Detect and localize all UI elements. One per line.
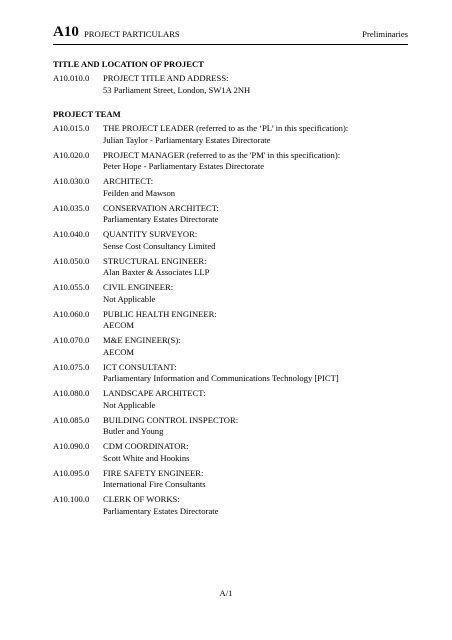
clause-heading-row [53, 203, 412, 215]
clause-code: A10.080.0 [53, 388, 90, 398]
clause-label: CDM COORDINATOR: [103, 441, 189, 451]
clause-heading-row [53, 362, 412, 374]
section-heading-title-location: TITLE AND LOCATION OF PROJECT [53, 59, 204, 69]
clause-heading-row [53, 176, 412, 188]
page-header [53, 24, 408, 46]
clause-item [53, 150, 412, 173]
clause-label: LANDSCAPE ARCHITECT: [103, 388, 206, 398]
clause-label: ICT CONSULTANT: [103, 361, 177, 372]
clause-value-row [53, 135, 412, 147]
clause-value: Feilden and Mawson [103, 187, 176, 198]
clause-code: A10.050.0 [53, 255, 90, 266]
clause-value: Peter Hope - Parliamentary Estates Directorate [103, 161, 265, 171]
clause-value: Parliamentary Estates Directorate [103, 214, 219, 224]
clause-code: A10.040.0 [53, 229, 90, 239]
clause-item [53, 494, 412, 517]
clause-label: M&E ENGINEER(S): [103, 335, 181, 345]
clause-item [53, 335, 412, 358]
clause-value-row [53, 347, 412, 359]
clause-value-row [53, 241, 412, 253]
clause-value: Alan Baxter & Associates LLP [103, 267, 210, 277]
clause-value: 53 Parliament Street, London, SW1A 2NH [103, 84, 251, 95]
clause-value-row [53, 85, 412, 97]
clause-value: Not Applicable [103, 399, 156, 410]
clause-code: A10.035.0 [53, 202, 90, 213]
clause-item [53, 388, 412, 411]
clause-label: FIRE SAFETY ENGINEER: [103, 467, 204, 478]
clause-item [53, 176, 412, 199]
clause-code: A10.060.0 [53, 308, 90, 319]
clause-item [53, 203, 412, 226]
clause-code: A10.090.0 [53, 441, 90, 451]
header-rule [53, 44, 408, 45]
clause-heading-row [53, 256, 412, 268]
section-title: PROJECT PARTICULARS [84, 29, 180, 39]
clause-heading-row [53, 73, 412, 85]
title-location-list [53, 73, 412, 96]
clause-label: CLERK OF WORKS: [103, 494, 180, 504]
clause-label: BUILDING CONTROL INSPECTOR: [103, 414, 239, 425]
clause-value-row [53, 214, 412, 226]
clause-heading-row [53, 388, 412, 400]
clause-value-row [53, 161, 412, 173]
clause-value-row [53, 373, 412, 385]
section-code: A10 [53, 24, 79, 40]
clause-value-row [53, 506, 412, 518]
clause-value: Butler and Young [103, 426, 164, 436]
clause-code: A10.020.0 [53, 149, 90, 160]
clause-value: AECOM [103, 320, 135, 330]
project-team-list [53, 123, 412, 517]
clause-value: International Fire Consultants [103, 479, 206, 489]
page-number: A/1 [219, 588, 233, 598]
clause-heading-row [53, 282, 412, 294]
clause-item [53, 441, 412, 464]
clause-value: Scott White and Hookins [103, 452, 190, 463]
clause-label: CONSERVATION ARCHITECT: [103, 202, 219, 213]
clause-heading-row [53, 309, 412, 321]
clause-heading-row [53, 335, 412, 347]
clause-value-row [53, 453, 412, 465]
clause-label: PUBLIC HEALTH ENGINEER: [103, 308, 217, 319]
clause-item [53, 123, 412, 146]
clause-label: CIVIL ENGINEER: [103, 282, 174, 292]
clause-value: Julian Taylor - Parliamentary Estates Directorate [103, 134, 271, 145]
clause-heading-row [53, 229, 412, 241]
clause-code: A10.010.0 [53, 73, 90, 83]
clause-code: A10.030.0 [53, 176, 90, 186]
clause-value: Parliamentary Information and Communications Technology [PICT] [103, 373, 339, 383]
clause-item [53, 229, 412, 252]
clause-value-row [53, 294, 412, 306]
clause-value-row [53, 320, 412, 332]
clause-code: A10.070.0 [53, 335, 90, 345]
clause-value-row [53, 426, 412, 438]
clause-value-row [53, 479, 412, 491]
clause-heading-row [53, 150, 412, 162]
clause-item [53, 73, 412, 96]
section-heading-project-team: PROJECT TEAM [53, 109, 121, 119]
clause-item [53, 468, 412, 491]
clause-code: A10.100.0 [53, 494, 90, 504]
document-body [53, 58, 412, 517]
clause-code: A10.055.0 [53, 282, 90, 292]
clause-value: Not Applicable [103, 293, 156, 304]
clause-code: A10.095.0 [53, 467, 90, 478]
clause-item [53, 282, 412, 305]
clause-item [53, 362, 412, 385]
clause-heading-row [53, 441, 412, 453]
clause-value-row [53, 267, 412, 279]
clause-code: A10.085.0 [53, 414, 90, 425]
clause-value: Sense Cost Consultancy Limited [103, 240, 216, 251]
clause-item [53, 415, 412, 438]
clause-label: ARCHITECT: [103, 176, 154, 186]
clause-item [53, 309, 412, 332]
clause-heading-row [53, 123, 412, 135]
clause-value-row [53, 188, 412, 200]
clause-label: THE PROJECT LEADER (referred to as the ‘PL’ in this specification): [103, 123, 349, 133]
clause-label: STRUCTURAL ENGINEER: [103, 255, 207, 266]
clause-label: PROJECT MANAGER (referred to as the 'PM' in this specification): [103, 149, 341, 160]
clause-code: A10.015.0 [53, 123, 90, 133]
clause-label: QUANTITY SURVEYOR: [103, 229, 198, 239]
header-category: Preliminaries [362, 29, 408, 39]
clause-heading-row [53, 415, 412, 427]
clause-label: PROJECT TITLE AND ADDRESS: [103, 73, 229, 83]
clause-code: A10.075.0 [53, 361, 90, 372]
clause-item [53, 256, 412, 279]
clause-value: Parliamentary Estates Directorate [103, 505, 219, 516]
clause-value: AECOM [103, 346, 135, 357]
clause-heading-row [53, 494, 412, 506]
clause-heading-row [53, 468, 412, 480]
clause-value-row [53, 400, 412, 412]
